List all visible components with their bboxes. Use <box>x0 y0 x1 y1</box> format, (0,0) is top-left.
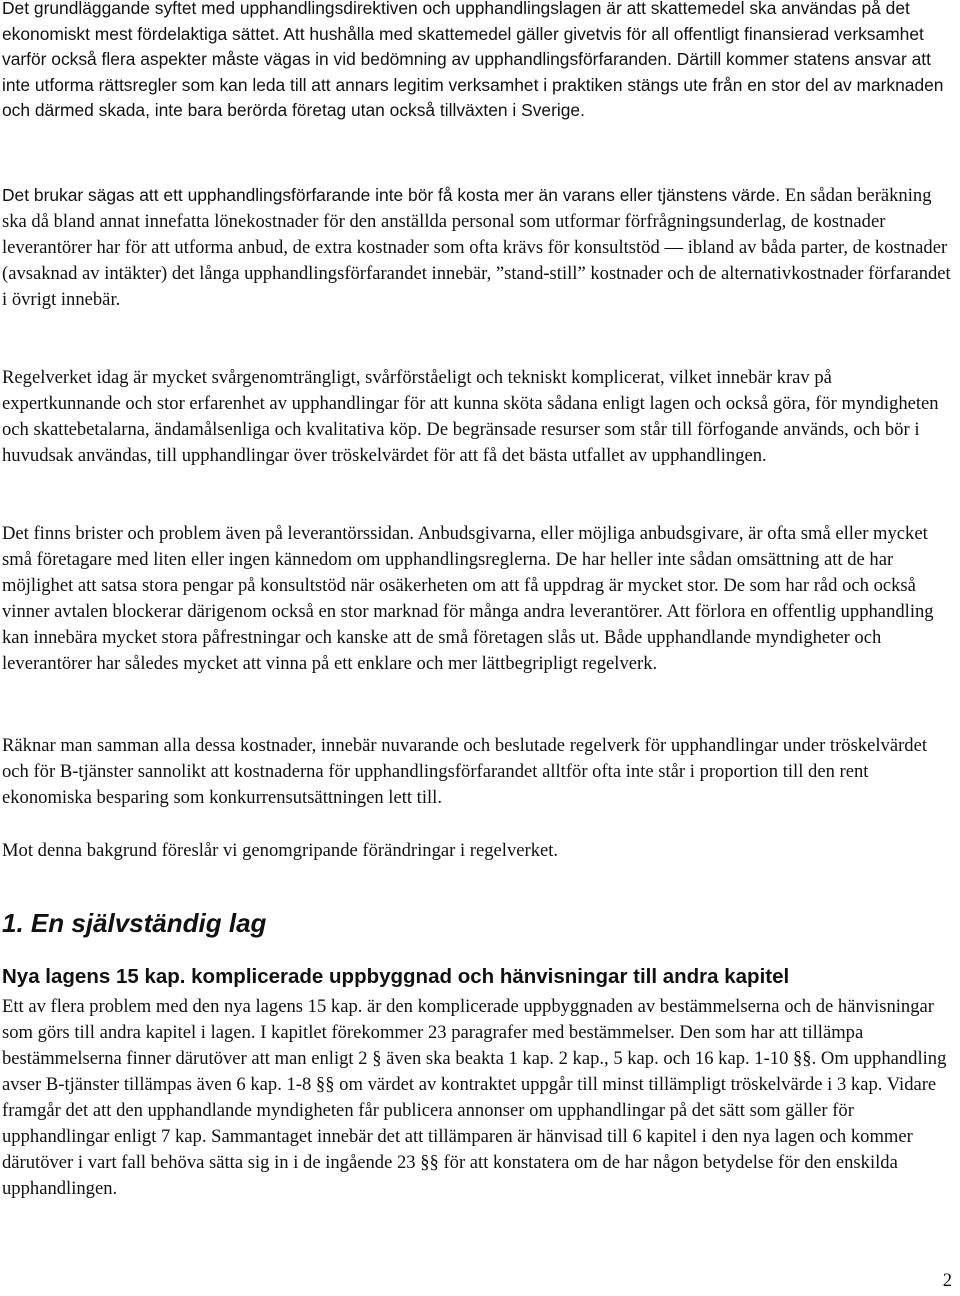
paragraph-purpose: Det grundläggande syftet med upphandlingsdirektiven och upphandlingslagen är att skattemedel ska användas på det ekonomiskt mest fördelaktiga sättet. Att hushålla med skattemedel gäller givetvis för all offentligt finansierad verksamhet varför också flera aspekter måste vägas in vid bedömning av upphandlingsförfaranden. Därtill kommer statens ansvar att inte utforma rättsregler som kan leda till att annars legitim verksamhet i praktiken stängs ute från en stor del av marknaden och därmed skada, inte bara berörda företag utan också tillväxten i Sverige. <box>2 0 944 121</box>
paragraph-procurement-cost <box>2 182 954 313</box>
paragraph-chapter-15: Ett av flera problem med den nya lagens 15 kap. är den komplicerade uppbyggnaden av bestämmelserna och de hänvisningar som görs till andra kapitel i lagen. I kapitlet förekommer 23 paragrafer med bestämmelser. Den som har att tillämpa bestämmelserna finner därutöver att man enligt 2 § även ska beakta 1 kap. 2 kap., 5 kap. och 16 kap. 1-10 §§. Om upphandling avser B-tjänster tillämpas även 6 kap. 1-8 §§ om värdet av kontraktet uppgår till minst tillämpligt tröskelvärde i 3 kap. Vidare framgår det att den upphandlande myndigheten får publicera annonser om upphandlingar på det sätt som gäller för upphandlingar enligt 7 kap. Sammantaget innebär det att tillämparen är hänvisad till 6 kapitel i den nya lagen och kommer därutöver i vart fall behöva sätta sig in i de ingående 23 §§ för att konstatera om de har någon betydelse för den enskilda upphandlingen. <box>2 996 947 1199</box>
paragraph-procurement-cost-body: En sådan beräkning ska då bland annat innefatta lönekostnader för den anställda personal som utformar förfrågningsunderlag, de kostnader leverantörer har för att utforma anbud, de extra kostnader som ofta krävs för konsultstöd — ibland av båda parter, de kostnader (avsaknad av intäkter) det långa upphandlingsförfarandet innebär, ”stand-still” kostnader och de alternativkostnader förfarandet i övrigt innebär. <box>2 185 951 310</box>
section-title: 1. En självständig lag <box>2 908 267 938</box>
paragraph-supplier-problems: Det finns brister och problem även på leverantörssidan. Anbudsgivarna, eller möjliga anbudsgivare, är ofta små eller mycket små företagare med liten eller ingen kännedom om upphandlingsreglerna. De har heller inte sådan omsättning att de har möjlighet att satsa stora pengar på konsultstöd när osäkerheten om att få uppdrag är mycket stor. De som har råd och också vinner avtalen blockerar därigenom också en stor marknad för många andra leverantörer. Att förlora en offentlig upphandling kan innebära mycket stora påfrestningar och kanske att de små företagen slås ut. Både upphandlande myndigheter och leverantörer har således mycket att vinna på ett enklare och mer lättbegripligt regelverk. <box>2 523 934 674</box>
paragraph-cost-summary: Räknar man samman alla dessa kostnader, innebär nuvarande och beslutade regelverk för upphandlingar under tröskelvärdet och för B-tjänster sannolikt att kostnaderna för upphandlingsförfarandet alltför ofta inte står i proportion till den rent ekonomiska besparing som konkurrensutsättningen lett till. <box>2 735 927 808</box>
paragraph-regulation-complexity: Regelverket idag är mycket svårgenomträngligt, svårförståeligt och tekniskt komplicerat, vilket innebär krav på expertkunnande och stor erfarenhet av upphandlingar för att kunna sköta sådana enligt lagen och också göra, för myndigheten och skattebetalarna, ändamålsenliga och kvalitativa köp. De begränsade resurser som står till förfogande används, och bör i huvudsak användas, till upphandlingar över tröskelvärdet för att få det bästa utfallet av upphandlingen. <box>2 367 939 466</box>
page-number: 2 <box>942 1270 952 1291</box>
paragraph-procurement-cost-lead: Det brukar sägas att ett upphandlingsförfarande inte bör få kosta mer än varans eller tjänstens värde. <box>2 185 781 205</box>
subsection-title: Nya lagens 15 kap. komplicerade uppbyggnad och hänvisningar till andra kapitel <box>2 965 790 988</box>
paragraph-proposal: Mot denna bakgrund föreslår vi genomgripande förändringar i regelverket. <box>2 840 559 861</box>
